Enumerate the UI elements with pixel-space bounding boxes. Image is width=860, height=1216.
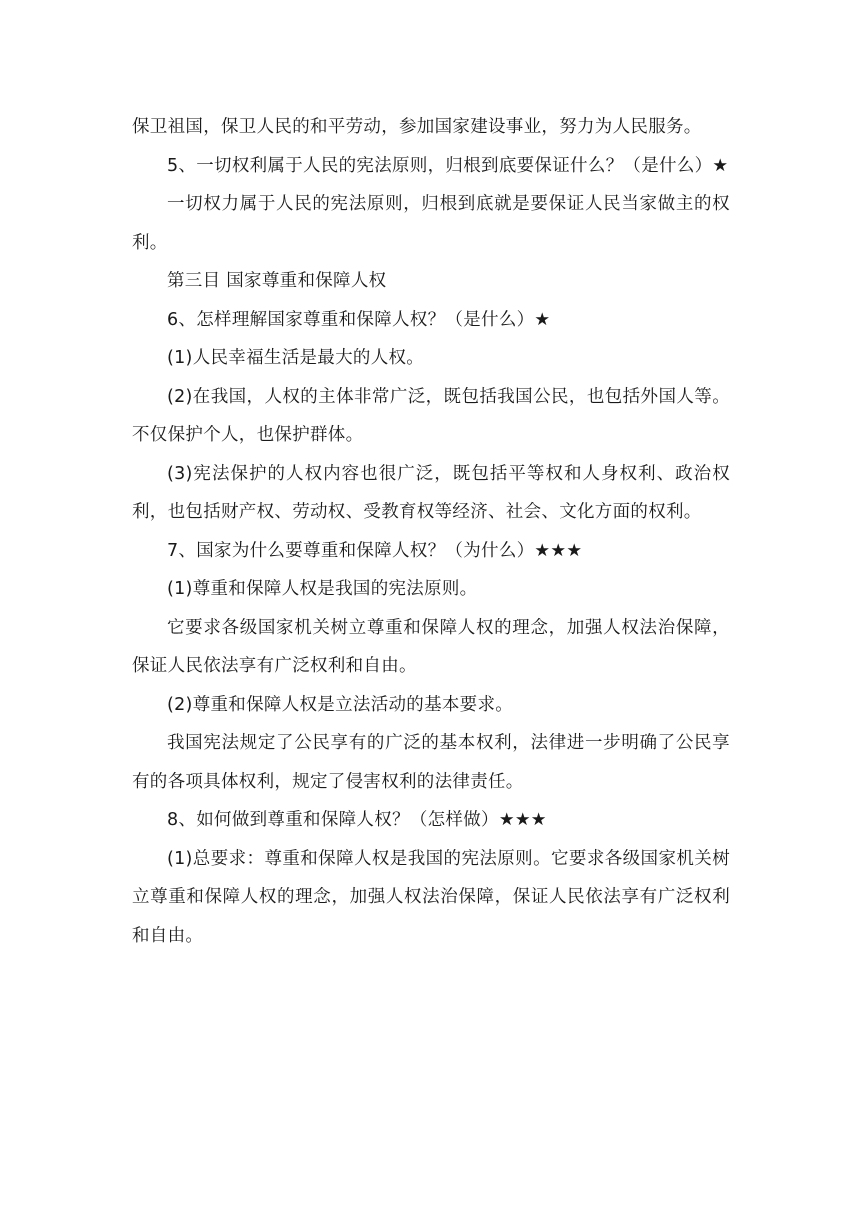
- list-item: (1)人民幸福生活是最大的人权。: [167, 348, 425, 368]
- list-item: (2)尊重和保障人权是立法活动的基本要求。: [167, 694, 514, 715]
- question-heading: 5、一切权利属于人民的宪法原则，归根到底要保证什么？（是什么）★: [167, 155, 729, 176]
- question-heading: 7、国家为什么要尊重和保障人权？（为什么）★★★: [167, 540, 583, 561]
- paragraph: 我国宪法规定了公民享有的广泛的基本权利，法律进一步明确了公民享有的各项具体权利，规定了侵害权利的法律责任。: [132, 733, 730, 792]
- paragraph: 它要求各级国家机关树立尊重和保障人权的理念，加强人权法治保障，保证人民依法享有广泛权利和自由。: [132, 617, 730, 676]
- paragraph: 保卫祖国，保卫人民的和平劳动，参加国家建设事业，努力为人民服务。: [132, 117, 702, 137]
- list-item: (2)在我国，人权的主体非常广泛，既包括我国公民，也包括外国人等。不仅保护个人，也保护群体。: [132, 386, 730, 445]
- list-item: (1)总要求：尊重和保障人权是我国的宪法原则。它要求各级国家机关树立尊重和保障人权的理念，加强人权法治保障，保证人民依法享有广泛权利和自由。: [132, 848, 730, 946]
- list-item: (1)尊重和保障人权是我国的宪法原则。: [167, 579, 478, 599]
- section-heading: 第三目 国家尊重和保障人权: [167, 271, 387, 291]
- question-heading: 6、怎样理解国家尊重和保障人权？（是什么）★: [167, 309, 551, 330]
- question-heading: 8、如何做到尊重和保障人权？（怎样做）★★★: [167, 810, 547, 830]
- document-body: [132, 108, 730, 955]
- list-item: (3)宪法保护的人权内容也很广泛，既包括平等权和人身权利、政治权利，也包括财产权、劳动权、受教育权等经济、社会、文化方面的权利。: [132, 463, 730, 522]
- paragraph: 一切权力属于人民的宪法原则，归根到底就是要保证人民当家做主的权利。: [132, 194, 730, 253]
